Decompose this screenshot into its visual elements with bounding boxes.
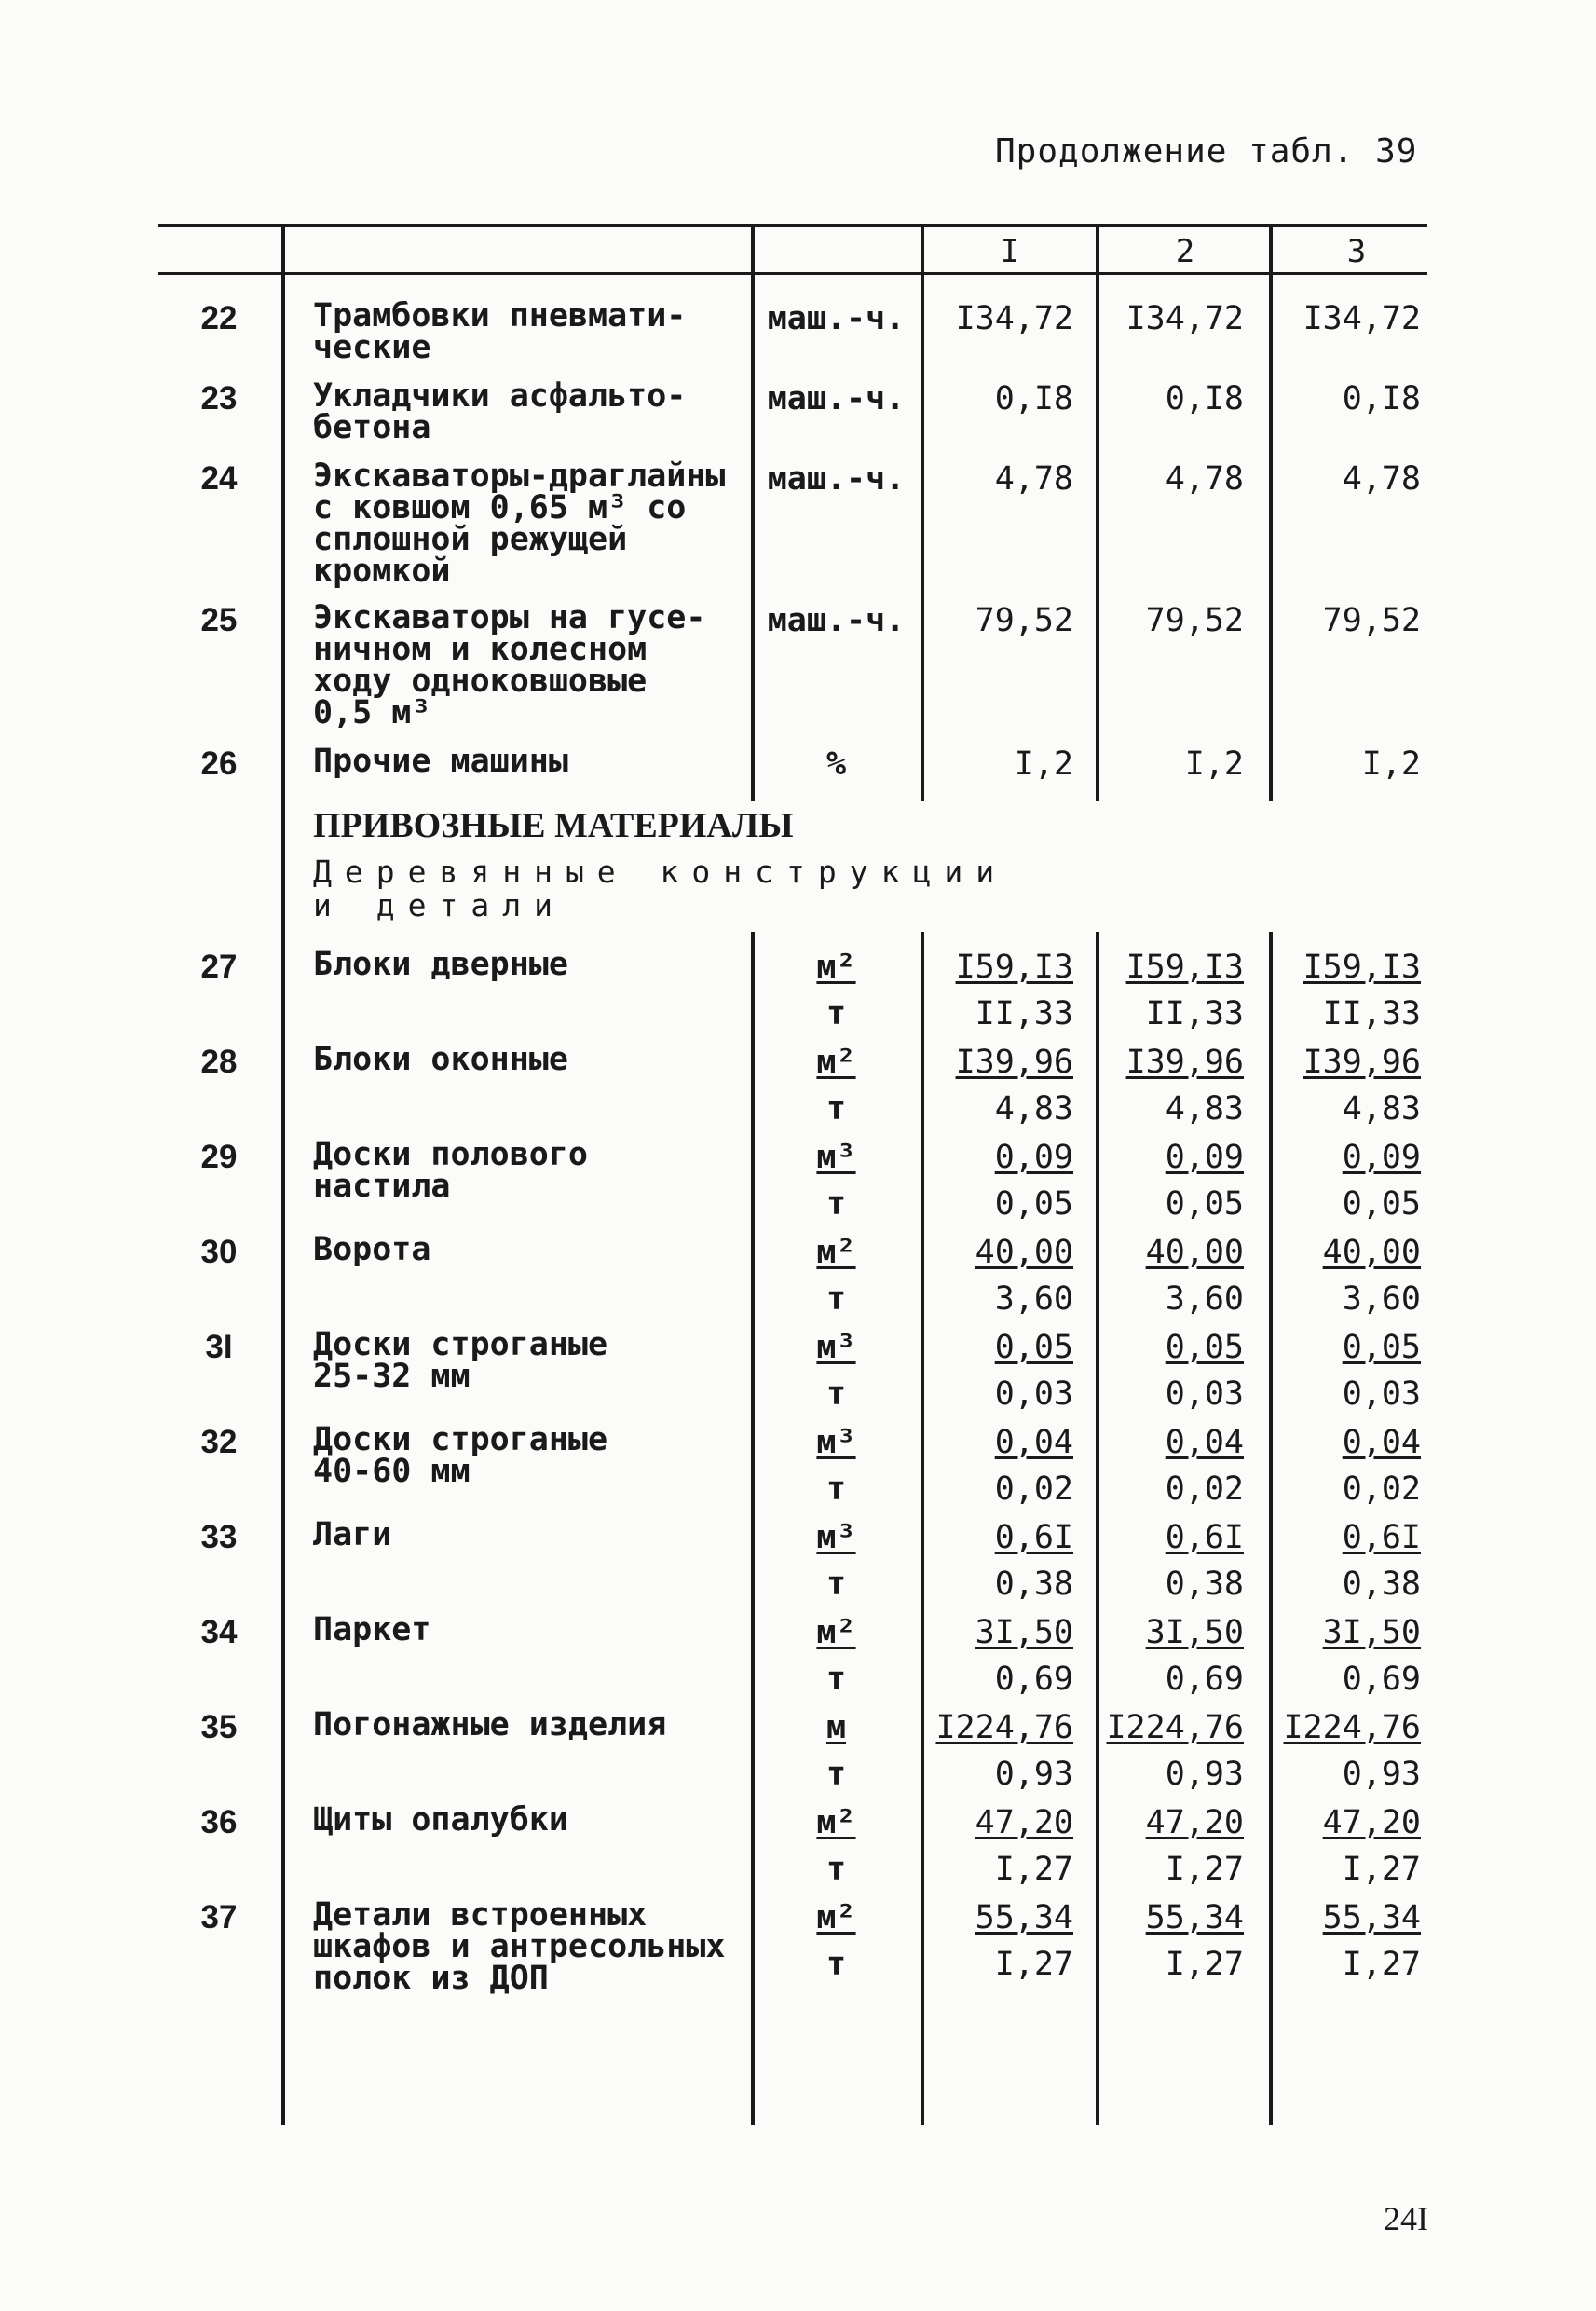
row-number: 29 xyxy=(200,1139,238,1175)
value-col-1: 0,6I xyxy=(994,1519,1073,1556)
row-unit-weight: т xyxy=(825,1566,847,1603)
weight-col-2: 0,05 xyxy=(1165,1185,1244,1223)
table-col-divider xyxy=(281,801,285,2125)
row-number: 23 xyxy=(200,380,238,417)
row-number: 3I xyxy=(205,1329,233,1365)
weight-col-1: 0,05 xyxy=(994,1185,1073,1223)
weight-col-2: 0,02 xyxy=(1165,1470,1244,1508)
value-col-3: 47,20 xyxy=(1322,1804,1421,1841)
row-unit: маш.-ч. xyxy=(767,380,906,417)
value-col-3: 0,04 xyxy=(1342,1424,1421,1461)
weight-col-3: 0,02 xyxy=(1342,1470,1421,1508)
value-col-2: 0,09 xyxy=(1165,1139,1244,1176)
weight-col-2: I,27 xyxy=(1165,1851,1244,1888)
value-col-2: 40,00 xyxy=(1145,1234,1244,1271)
value-col-1: I,2 xyxy=(1014,745,1073,783)
row-number: 35 xyxy=(200,1709,238,1745)
row-unit-weight: т xyxy=(825,995,847,1032)
value-col-1: 0,04 xyxy=(994,1424,1073,1461)
row-name: Ворота xyxy=(313,1231,431,1268)
row-unit-weight: т xyxy=(825,1661,847,1698)
weight-col-3: 0,05 xyxy=(1342,1185,1421,1223)
page-header: Продолжение табл. 39 xyxy=(995,132,1418,171)
row-name: Детали встроенных шкафов и антресольных полок из ДОП xyxy=(313,1896,726,1997)
row-number: 37 xyxy=(200,1899,238,1935)
row-name: Доски полового настила xyxy=(313,1136,589,1205)
weight-col-3: 4,83 xyxy=(1342,1090,1421,1128)
weight-col-3: 3,60 xyxy=(1342,1280,1421,1318)
value-col-1: 55,34 xyxy=(975,1899,1073,1936)
value-col-2: I39,96 xyxy=(1125,1044,1244,1081)
weight-col-3: 0,69 xyxy=(1342,1661,1421,1698)
row-name: Лаги xyxy=(313,1516,392,1553)
row-number: 26 xyxy=(200,745,238,782)
section-title: ПРИВОЗНЫЕ МАТЕРИАЛЫ xyxy=(313,806,794,845)
row-unit: м³ xyxy=(816,1139,856,1176)
weight-col-1: 0,93 xyxy=(994,1756,1073,1793)
value-col-2: 0,04 xyxy=(1165,1424,1244,1461)
row-number: 36 xyxy=(200,1804,238,1840)
value-col-3: 4,78 xyxy=(1342,460,1421,498)
table-col-divider xyxy=(281,224,285,801)
row-number: 25 xyxy=(200,602,238,638)
value-col-3: I39,96 xyxy=(1303,1044,1421,1081)
row-unit: м xyxy=(825,1709,847,1746)
row-name: Прочие машины xyxy=(313,743,568,780)
weight-col-2: 0,93 xyxy=(1165,1756,1244,1793)
row-number: 33 xyxy=(200,1519,238,1555)
row-unit: м² xyxy=(816,1234,856,1271)
column-header-3: 3 xyxy=(1346,233,1367,270)
row-name: Паркет xyxy=(313,1611,431,1648)
row-unit-weight: т xyxy=(825,1756,847,1793)
weight-col-1: I,27 xyxy=(994,1946,1073,1983)
column-header-1: I xyxy=(1000,233,1020,270)
weight-col-1: 4,83 xyxy=(994,1090,1073,1128)
value-col-3: 0,05 xyxy=(1342,1329,1421,1366)
row-unit: маш.-ч. xyxy=(767,460,906,498)
value-col-1: 0,I8 xyxy=(994,380,1073,417)
weight-col-1: 0,69 xyxy=(994,1661,1073,1698)
row-unit-weight: т xyxy=(825,1946,847,1983)
value-col-3: 3I,50 xyxy=(1322,1614,1421,1651)
row-unit: маш.-ч. xyxy=(767,602,906,639)
row-unit: м² xyxy=(816,1899,856,1936)
value-col-2: 79,52 xyxy=(1145,602,1244,639)
weight-col-1: 0,03 xyxy=(994,1375,1073,1413)
row-unit: м³ xyxy=(816,1519,856,1556)
value-col-3: I224,76 xyxy=(1283,1709,1421,1746)
value-col-1: 40,00 xyxy=(975,1234,1073,1271)
row-name: Трамбовки пневмати- ческие xyxy=(313,297,687,366)
value-col-1: 0,05 xyxy=(994,1329,1073,1366)
row-unit-weight: т xyxy=(825,1280,847,1318)
value-col-2: 3I,50 xyxy=(1145,1614,1244,1651)
value-col-2: 4,78 xyxy=(1165,460,1244,498)
value-col-3: 0,09 xyxy=(1342,1139,1421,1176)
row-number: 27 xyxy=(200,949,238,985)
weight-col-3: 0,38 xyxy=(1342,1566,1421,1603)
weight-col-3: 0,93 xyxy=(1342,1756,1421,1793)
row-name: Укладчики асфальто- бетона xyxy=(313,377,687,446)
row-name: Доски строганые 25-32 мм xyxy=(313,1326,608,1395)
table-top-rule xyxy=(158,224,1427,227)
value-col-1: I59,I3 xyxy=(955,949,1073,986)
value-col-3: 55,34 xyxy=(1322,1899,1421,1936)
column-header-2: 2 xyxy=(1175,233,1195,270)
value-col-3: 0,I8 xyxy=(1342,380,1421,417)
value-col-1: 79,52 xyxy=(975,602,1073,639)
value-col-1: 0,09 xyxy=(994,1139,1073,1176)
weight-col-1: II,33 xyxy=(975,995,1073,1032)
value-col-3: I34,72 xyxy=(1303,300,1421,337)
weight-col-3: I,27 xyxy=(1342,1851,1421,1888)
weight-col-3: 0,03 xyxy=(1342,1375,1421,1413)
weight-col-3: II,33 xyxy=(1322,995,1421,1032)
value-col-1: I34,72 xyxy=(955,300,1073,337)
value-col-1: 47,20 xyxy=(975,1804,1073,1841)
value-col-2: 0,I8 xyxy=(1165,380,1244,417)
row-number: 34 xyxy=(200,1614,238,1650)
table-header-rule xyxy=(158,272,1427,275)
weight-col-1: 3,60 xyxy=(994,1280,1073,1318)
row-number: 22 xyxy=(200,300,238,336)
row-unit: м² xyxy=(816,1614,856,1651)
row-name: Экскаваторы-драглайны с ковшом 0,65 м³ со сплошной режущей кромкой xyxy=(313,458,726,590)
value-col-2: I,2 xyxy=(1184,745,1244,783)
value-col-2: I224,76 xyxy=(1106,1709,1244,1746)
row-name: Блоки дверные xyxy=(313,946,568,983)
value-col-2: 55,34 xyxy=(1145,1899,1244,1936)
value-col-3: 0,6I xyxy=(1342,1519,1421,1556)
weight-col-1: 0,38 xyxy=(994,1566,1073,1603)
value-col-3: 79,52 xyxy=(1322,602,1421,639)
value-col-2: 0,6I xyxy=(1165,1519,1244,1556)
row-unit-weight: т xyxy=(825,1090,847,1128)
weight-col-2: 0,03 xyxy=(1165,1375,1244,1413)
subsection-title: Деревянные конструкции и детали xyxy=(313,854,1008,923)
row-unit: м³ xyxy=(816,1424,856,1461)
value-col-2: I59,I3 xyxy=(1125,949,1244,986)
row-unit-weight: т xyxy=(825,1185,847,1223)
weight-col-1: I,27 xyxy=(994,1851,1073,1888)
row-unit: м² xyxy=(816,1044,856,1081)
page-number: 24I xyxy=(1384,2200,1428,2237)
weight-col-3: I,27 xyxy=(1342,1946,1421,1983)
value-col-3: I59,I3 xyxy=(1303,949,1421,986)
row-unit: м³ xyxy=(816,1329,856,1366)
value-col-1: I39,96 xyxy=(955,1044,1073,1081)
value-col-1: 3I,50 xyxy=(975,1614,1073,1651)
value-col-2: I34,72 xyxy=(1125,300,1244,337)
weight-col-1: 0,02 xyxy=(994,1470,1073,1508)
row-number: 24 xyxy=(200,460,238,497)
value-col-3: I,2 xyxy=(1361,745,1421,783)
weight-col-2: 4,83 xyxy=(1165,1090,1244,1128)
row-unit-weight: т xyxy=(825,1375,847,1413)
row-name: Погонажные изделия xyxy=(313,1706,667,1744)
weight-col-2: 0,38 xyxy=(1165,1566,1244,1603)
row-unit: % xyxy=(825,745,847,783)
row-number: 32 xyxy=(200,1424,238,1460)
row-number: 28 xyxy=(200,1044,238,1080)
weight-col-2: II,33 xyxy=(1145,995,1244,1032)
value-col-3: 40,00 xyxy=(1322,1234,1421,1271)
row-number: 30 xyxy=(200,1234,238,1270)
row-unit: м² xyxy=(816,949,856,986)
row-unit-weight: т xyxy=(825,1851,847,1888)
value-col-2: 0,05 xyxy=(1165,1329,1244,1366)
row-unit: м² xyxy=(816,1804,856,1841)
row-unit: маш.-ч. xyxy=(767,300,906,337)
row-name: Блоки оконные xyxy=(313,1041,568,1078)
row-name: Экскаваторы на гусе- ничном и колесном ходу одноковшовые 0,5 м³ xyxy=(313,599,706,732)
row-unit-weight: т xyxy=(825,1470,847,1508)
weight-col-2: 3,60 xyxy=(1165,1280,1244,1318)
weight-col-2: I,27 xyxy=(1165,1946,1244,1983)
value-col-1: 4,78 xyxy=(994,460,1073,498)
row-name: Щиты опалубки xyxy=(313,1801,568,1839)
value-col-1: I224,76 xyxy=(935,1709,1073,1746)
weight-col-2: 0,69 xyxy=(1165,1661,1244,1698)
row-name: Доски строганые 40-60 мм xyxy=(313,1421,608,1490)
value-col-2: 47,20 xyxy=(1145,1804,1244,1841)
